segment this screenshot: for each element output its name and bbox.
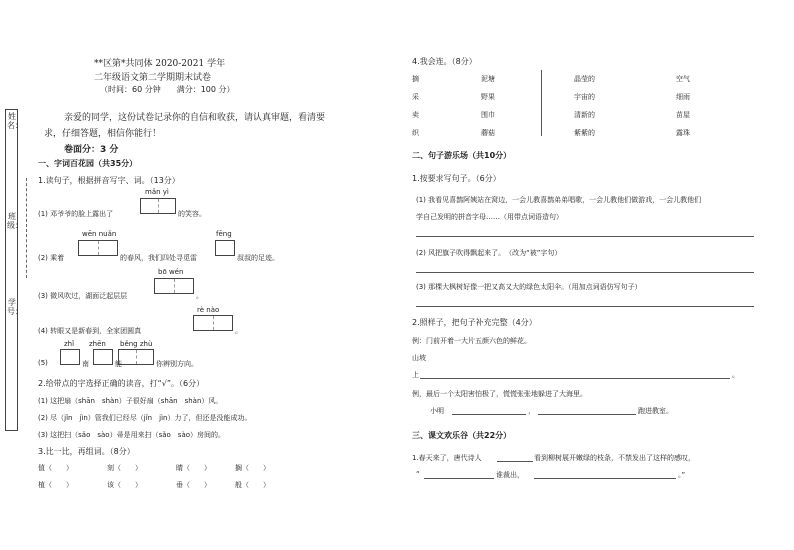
- compare-3: 睛（ ）: [176, 464, 211, 472]
- example-2: 例，最后一个太阳害怕极了，慌慌张张地躲进了大海里。: [412, 390, 587, 398]
- answer-line-8[interactable]: [424, 478, 494, 479]
- answer-line-2[interactable]: [416, 272, 754, 273]
- sentence-5a: (5): [38, 359, 48, 367]
- char-grid-1[interactable]: [140, 198, 176, 214]
- hill-label: 山坡: [412, 354, 426, 362]
- s3-q1-b: 看到柳树展开嫩绿的枝条，不禁发出了这样的感叹，: [534, 454, 695, 462]
- char-grid-6[interactable]: [60, 349, 80, 365]
- answer-line-7[interactable]: [497, 461, 533, 462]
- question-2-1: 1.按要求写句子。（6分）: [412, 174, 501, 183]
- char-grid-3[interactable]: [215, 240, 235, 256]
- compare-8: 般（ ）: [235, 481, 270, 489]
- intro-line-2: 求，仔细答题，相信你能行！: [44, 129, 162, 139]
- pinyin-4: rè nào: [197, 306, 220, 314]
- match-adj-1: 晶莹的: [574, 75, 595, 83]
- match-verb-3: 卖: [412, 111, 419, 119]
- walk-in-label: 跑进教室。: [638, 407, 673, 415]
- char-grid-8[interactable]: [118, 349, 154, 365]
- pinyin-2a: wēn nuǎn: [82, 230, 117, 238]
- match-adj-3: 清新的: [574, 111, 595, 119]
- sentence-5b: 南: [82, 360, 89, 368]
- pinyin-5a: zhǐ: [64, 340, 75, 348]
- sentence-3b: 。: [196, 292, 203, 300]
- xiaoming-label: 小明: [430, 407, 444, 415]
- compare-6: 该（ ）: [107, 481, 142, 489]
- match-noun-6: 细雨: [676, 93, 690, 101]
- sentence-4b: 。: [235, 327, 242, 335]
- q2-item-3: (3) 这把扫（sǎo sào）帚是用来扫（sǎo sào）房间的。: [38, 431, 226, 439]
- name-label: 姓名：: [7, 112, 23, 130]
- neatness-score: 卷面分：3 分: [64, 145, 119, 155]
- sentence-5d: 你辨别方向。: [156, 360, 198, 368]
- section2-title: 二、句子游乐场（共10分）: [412, 151, 512, 160]
- exam-subtitle: 二年级语文第二学期期末试卷: [94, 73, 212, 83]
- s3-q1-c: “: [416, 470, 420, 478]
- question-1-4: 4.我会连。（8分）: [412, 57, 477, 66]
- q2-item-1: (1) 这把扇（shān shàn）子很好扇（shān shàn）风。: [38, 397, 223, 405]
- s3-q1-e: 。”: [678, 471, 686, 479]
- match-noun-3: 围巾: [481, 111, 495, 119]
- match-adj-2: 宇宙的: [574, 93, 595, 101]
- sentence-2c: 叔叔的足迹。: [237, 254, 279, 262]
- on-label: 上: [412, 371, 419, 379]
- compare-2: 刻（ ）: [107, 464, 142, 472]
- char-grid-5[interactable]: [193, 315, 233, 331]
- sentence-2a: (2) 乘着: [38, 254, 65, 262]
- intro-line-1: 亲爱的同学，这份试卷记录你的自信和收获，请认真审题，看清要: [64, 113, 326, 123]
- match-noun-8: 露珠: [676, 129, 690, 137]
- comma: ，: [528, 407, 535, 415]
- compare-1: 值（ ）: [38, 464, 73, 472]
- matching-divider: [541, 70, 542, 136]
- answer-line-3[interactable]: [416, 306, 754, 307]
- match-noun-7: 苗屋: [676, 111, 690, 119]
- compare-4: 搁（ ）: [235, 464, 270, 472]
- s3-q1-a: 1.春天来了，唐代诗人: [412, 454, 482, 462]
- binding-strip: [5, 109, 23, 431]
- match-verb-1: 摘: [412, 75, 419, 83]
- s2-item-2: (2) 风把旗子吹得飘起来了。 （改为“被”字句）: [416, 249, 562, 257]
- match-verb-4: 织: [412, 129, 419, 137]
- char-grid-4[interactable]: [154, 278, 194, 294]
- q2-item-2: (2) 尽（jǐn jìn）管我们已经尽（jǐn jìn）力了，但还是没能成功。: [38, 414, 252, 422]
- section3-title: 三、课文欢乐谷（共22分）: [412, 431, 512, 440]
- char-grid-2[interactable]: [78, 240, 118, 256]
- student-id-label: 学号：: [7, 298, 23, 316]
- question-1-1: 1.读句子，根据拼音写字、词。（13分）: [38, 176, 180, 185]
- answer-line-9[interactable]: [534, 478, 676, 479]
- answer-line-6[interactable]: [538, 414, 636, 415]
- seal-line: [26, 178, 27, 278]
- section1-title: 一、字词百花园（共35分）: [38, 159, 138, 168]
- period-1: 。: [732, 371, 739, 379]
- char-grid-7[interactable]: [93, 349, 113, 365]
- match-noun-5: 空气: [676, 75, 690, 83]
- sentence-2b: 的春风，我们四处寻觅雷: [120, 254, 197, 262]
- question-2-2: 2.照样子，把句子补充完整（4分）: [412, 318, 537, 327]
- question-1-2: 2.给带点的字选择正确的读音，打“√”。（6分）: [38, 379, 205, 388]
- question-1-3: 3.比一比，再组词。（8分）: [38, 447, 135, 456]
- match-noun-4: 蘑菇: [481, 129, 495, 137]
- sentence-1b: 的笑容。: [178, 210, 206, 218]
- match-adj-4: 紫紫的: [574, 129, 595, 137]
- pinyin-5c: běng zhù: [120, 340, 153, 348]
- answer-line-4[interactable]: [420, 378, 730, 379]
- sentence-5c: 能: [115, 360, 122, 368]
- sentence-3a: (3) 微风吹过，湖面泛起层层: [38, 292, 128, 300]
- exam-title: **区第*共同体 2020-2021 学年: [94, 59, 226, 69]
- match-verb-2: 采: [412, 93, 419, 101]
- exam-time: （时间：60 分钟 满分：100 分）: [100, 85, 235, 94]
- pinyin-5b: zhēn: [89, 340, 106, 348]
- sentence-1a: (1) 邓爷爷的脸上露出了: [38, 210, 114, 218]
- compare-7: 垂（ ）: [176, 481, 211, 489]
- pinyin-2b: fēng: [216, 230, 232, 238]
- match-noun-1: 泥塘: [481, 75, 495, 83]
- answer-line-5[interactable]: [452, 414, 526, 415]
- pinyin-1: mǎn yì: [145, 188, 169, 196]
- match-noun-2: 野果: [481, 93, 495, 101]
- example-1: 例：门前开着一大片五颜六色的鲜花。: [412, 337, 531, 345]
- pinyin-3: bō wén: [158, 268, 184, 276]
- s2-item-1-line2: 学自己发明的拼音字母……（用带点词语造句）: [416, 213, 563, 221]
- answer-line-1[interactable]: [416, 236, 754, 237]
- s2-item-1-line1: (1) 我看见喜鹊阿姨站在窝边，一会儿教喜鹊弟弟唱歌，一会儿教他们做游戏，一会儿教他们: [416, 196, 702, 204]
- s3-q1-d: 谁裁出，: [496, 471, 524, 479]
- class-label: 班级：: [7, 212, 23, 230]
- sentence-4a: (4) 转眼又是新春到，全家团圆真: [38, 327, 142, 335]
- compare-5: 植（ ）: [38, 481, 73, 489]
- s2-item-3: (3) 那棵大枫树好像一把又高又大的绿色太阳伞。（用加点词语仿写句子）: [416, 283, 642, 291]
